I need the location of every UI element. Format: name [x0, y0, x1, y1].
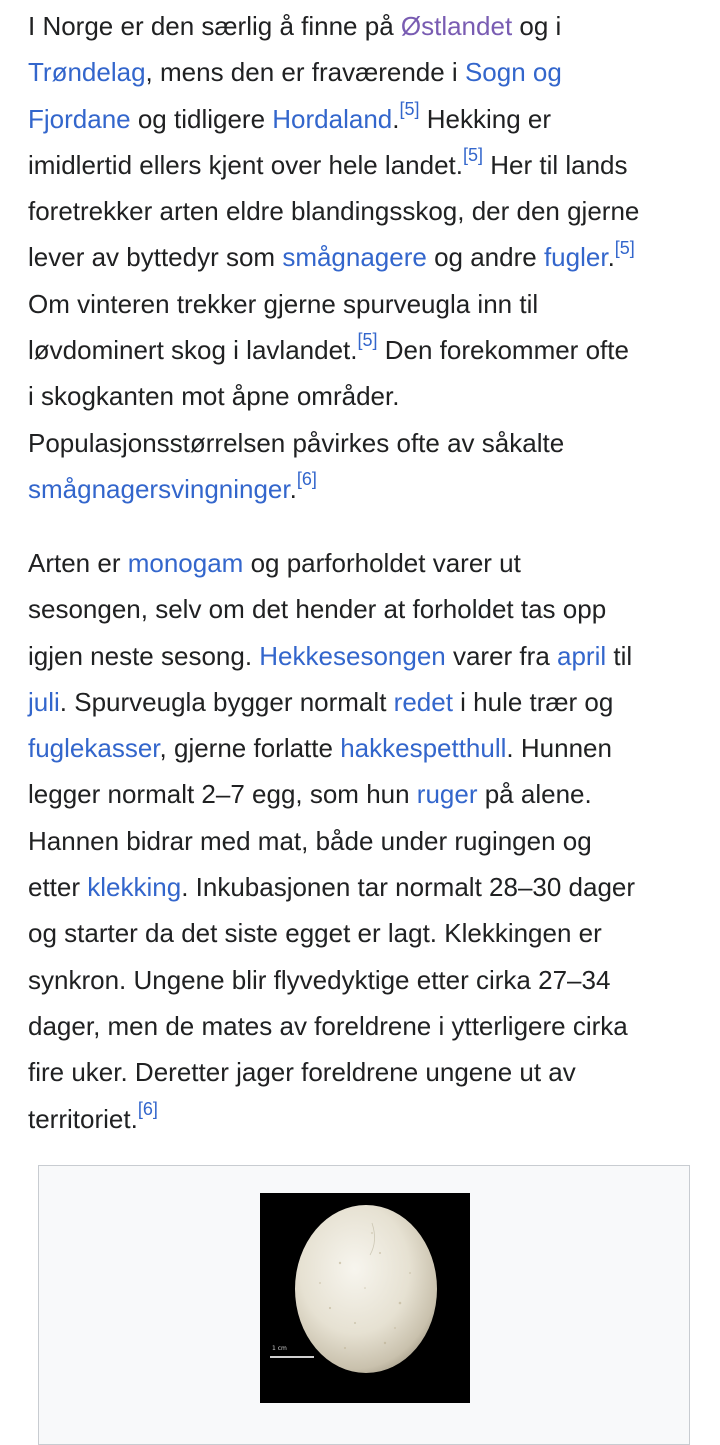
article-link[interactable]: Trøndelag	[28, 57, 146, 88]
text-line	[28, 234, 708, 280]
text-line	[28, 49, 708, 95]
citation-link[interactable]: [5]	[357, 330, 378, 351]
text-line	[28, 540, 708, 586]
body-text: . Hunnen	[506, 733, 612, 764]
body-text: Om vinteren trekker gjerne spurveugla inn til	[28, 288, 539, 319]
citation-ref	[400, 99, 420, 119]
body-text: og andre	[426, 242, 544, 273]
citation-link[interactable]: [5]	[463, 145, 484, 166]
citation-link[interactable]: [5]	[399, 98, 420, 119]
body-text: Hannen bidrar med mat, både under rugingen og	[28, 825, 592, 856]
body-text: lever av byttedyr som	[28, 242, 283, 273]
body-text: imidlertid ellers kjent over hele landet.	[28, 149, 463, 180]
citation-link[interactable]: [5]	[614, 237, 635, 258]
body-text: synkron. Ungene blir flyvedyktige etter cirka 27–34	[28, 964, 611, 995]
body-text: Den forekommer ofte	[377, 335, 629, 366]
body-text: og parforholdet varer ut	[243, 548, 521, 578]
text-line	[28, 96, 708, 142]
text-line	[28, 957, 708, 1003]
article-link[interactable]: Fjordane	[28, 103, 131, 134]
citation-ref	[615, 238, 635, 258]
body-text: , mens den er fraværende i	[145, 57, 465, 88]
body-text: etter	[28, 872, 88, 903]
article-link[interactable]: juli	[28, 686, 60, 717]
text-line	[28, 633, 708, 679]
text-line	[28, 910, 708, 956]
citation-ref	[138, 1099, 158, 1119]
body-text: og starter da det siste egget er lagt. Klekkingen er	[28, 918, 602, 949]
egg-photo-icon	[260, 1193, 470, 1403]
text-line	[28, 281, 708, 327]
body-text: Her til lands	[483, 149, 628, 180]
citation-ref	[463, 145, 483, 165]
citation-ref	[357, 330, 377, 350]
body-text: I Norge er den særlig å finne på	[28, 11, 401, 41]
body-text: igjen neste sesong.	[28, 640, 260, 671]
body-text: Arten er	[28, 548, 128, 578]
article-link[interactable]: fuglekasser	[28, 733, 160, 764]
body-text: i skogkanten mot åpne områder.	[28, 381, 400, 412]
body-text: fire uker. Deretter jager foreldrene ungene ut av	[28, 1057, 576, 1088]
article-link[interactable]: april	[557, 640, 607, 671]
text-line	[28, 327, 708, 373]
body-text: territoriet.	[28, 1103, 138, 1134]
body-text: , gjerne forlatte	[159, 733, 341, 764]
article-paragraph-breeding	[28, 540, 708, 1142]
text-line	[28, 466, 708, 512]
text-line	[28, 679, 708, 725]
article-link[interactable]: Hordaland	[272, 103, 393, 134]
body-text: legger normalt 2–7 egg, som hun	[28, 779, 417, 810]
article-link[interactable]: Sogn og	[464, 57, 562, 88]
text-line	[28, 420, 708, 466]
article-link[interactable]: redet	[393, 686, 453, 717]
article-paragraph-distribution	[28, 3, 708, 512]
text-line	[28, 142, 708, 188]
body-text: . Spurveugla bygger normalt	[59, 686, 394, 717]
citation-link[interactable]: [6]	[296, 469, 317, 490]
text-line	[28, 3, 708, 49]
body-text: .	[289, 473, 297, 504]
citation-ref	[297, 469, 317, 489]
egg-image[interactable]	[260, 1193, 470, 1403]
text-line	[28, 1096, 708, 1142]
body-text: og tidligere	[130, 103, 273, 134]
figure-thumbnail	[38, 1165, 690, 1445]
scale-bar	[270, 1356, 314, 1358]
text-line	[28, 818, 708, 864]
article-link[interactable]: hakkespetthull	[340, 733, 507, 764]
text-line	[28, 586, 708, 632]
text-line	[28, 771, 708, 817]
article-link[interactable]: smågnagersvingninger	[28, 473, 290, 504]
body-text: varer fra	[445, 640, 557, 671]
body-text: dager, men de mates av foreldrene i ytterligere cirka	[28, 1010, 628, 1041]
citation-link[interactable]: [6]	[137, 1098, 158, 1119]
article-link[interactable]: smågnagere	[282, 242, 427, 273]
text-line	[28, 725, 708, 771]
article-link[interactable]: Østlandet	[400, 11, 513, 41]
scale-bar-label: 1 cm	[272, 1345, 287, 1352]
article-link[interactable]: monogam	[127, 548, 244, 578]
body-text: på alene.	[477, 779, 592, 810]
body-text: til	[606, 640, 633, 671]
text-line	[28, 373, 708, 419]
text-line	[28, 1003, 708, 1049]
text-line	[28, 188, 708, 234]
article-link[interactable]: fugler	[543, 242, 608, 273]
body-text: foretrekker arten eldre blandingsskog, der den gjerne	[28, 196, 640, 227]
text-line	[28, 864, 708, 910]
article-link[interactable]: ruger	[416, 779, 478, 810]
body-text: sesongen, selv om det hender at forholdet tas opp	[28, 594, 607, 625]
body-text: løvdominert skog i lavlandet.	[28, 335, 358, 366]
body-text: .	[392, 103, 400, 134]
article-link[interactable]: Hekkesesongen	[259, 640, 446, 671]
body-text: . Inkubasjonen tar normalt 28–30 dager	[181, 872, 636, 903]
text-line	[28, 1049, 708, 1095]
body-text: i hule trær og	[452, 686, 614, 717]
article-link[interactable]: klekking	[87, 872, 182, 903]
body-text: Populasjonsstørrelsen påvirkes ofte av såkalte	[28, 427, 565, 458]
body-text: Hekking er	[419, 103, 552, 134]
body-text: .	[607, 242, 615, 273]
body-text: og i	[512, 11, 562, 41]
